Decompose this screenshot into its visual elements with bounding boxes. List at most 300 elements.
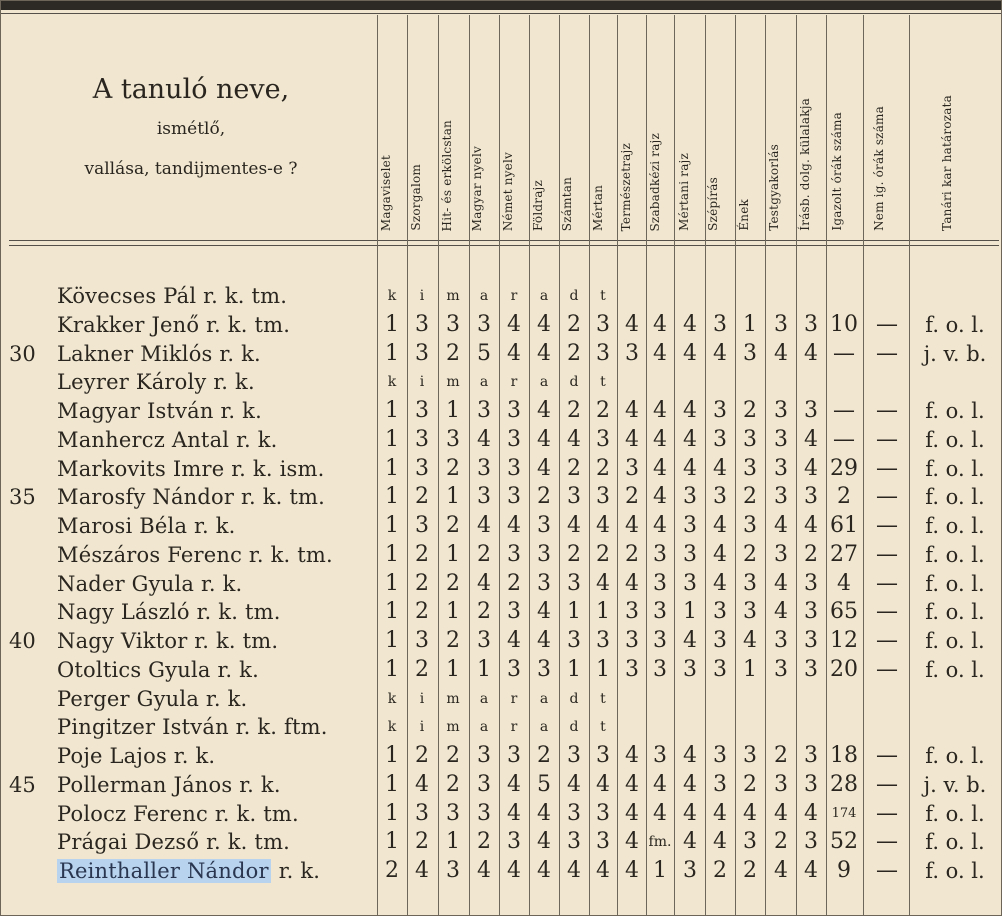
grade-cell: 2 [446, 743, 460, 768]
grade-cell: r [510, 719, 518, 736]
grade-cell: 3 [625, 628, 639, 653]
grade-cell: 4 [596, 513, 610, 538]
grade-cell: 3 [713, 426, 727, 452]
staff-decision: f. o. l. [925, 399, 985, 423]
grade-cell: 4 [713, 829, 727, 855]
grade-cell: 2 [596, 455, 610, 481]
grade-cell: 3 [653, 570, 667, 596]
row-number: 40 [9, 629, 36, 653]
student-name: Pollerman János r. k. [57, 772, 281, 797]
grade-cell: d [569, 374, 579, 391]
grade-cell: 3 [507, 426, 521, 452]
justified-hours: 28 [830, 771, 858, 797]
staff-decision: f. o. l. [925, 571, 985, 596]
grade-cell: 4 [537, 599, 551, 625]
grade-cell: 3 [596, 426, 610, 452]
student-name: Poje Lajos r. k. [57, 744, 216, 768]
grade-cell: 4 [683, 771, 697, 797]
grade-cell: 3 [774, 541, 788, 567]
grade-cell: 4 [507, 340, 521, 366]
grade-cell: 5 [537, 771, 551, 797]
grade-cell: 2 [743, 484, 757, 510]
grade-cell: 3 [713, 628, 727, 653]
grade-cell: 4 [743, 628, 757, 653]
grade-cell: 2 [713, 858, 727, 883]
grade-cell: 3 [743, 829, 757, 855]
grade-cell: 3 [774, 311, 788, 337]
grade-cell: 3 [507, 541, 521, 567]
grade-cell: m [446, 374, 460, 391]
grade-cell: 1 [653, 858, 667, 883]
grade-cell: 3 [477, 800, 491, 826]
grade-cell: 2 [385, 858, 399, 883]
grade-cell: 3 [507, 656, 521, 682]
grade-cell: 4 [567, 426, 581, 452]
grade-cell: 3 [477, 743, 491, 768]
column-header: Hit- és erkölcstan [440, 119, 454, 231]
grade-cell: 3 [537, 570, 551, 596]
grade-cell: 4 [625, 311, 639, 337]
column-rule [863, 15, 864, 916]
grade-cell: 4 [804, 340, 818, 366]
grade-cell: 3 [625, 656, 639, 682]
grade-cell: 3 [596, 829, 610, 855]
grade-cell: 2 [446, 628, 460, 653]
grade-cell: 4 [625, 771, 639, 797]
grade-cell: 2 [743, 771, 757, 797]
column-header: Ének [737, 199, 751, 231]
grade-cell: 2 [567, 340, 581, 366]
grade-cell: 4 [625, 858, 639, 883]
grade-cell: a [539, 374, 549, 391]
grade-cell: 4 [683, 628, 697, 653]
justified-hours: 9 [837, 858, 851, 883]
grade-cell: 4 [537, 426, 551, 452]
student-name: Magyar István r. k. [57, 399, 262, 423]
justified-hours: 20 [830, 656, 858, 682]
grade-cell: r [510, 690, 518, 707]
grade-cell: 3 [683, 656, 697, 682]
grade-cell: 3 [415, 513, 429, 538]
grade-cell: i [419, 288, 425, 304]
grade-cell: 1 [385, 340, 399, 366]
grade-cell: 4 [567, 513, 581, 538]
grade-cell: 1 [743, 311, 757, 337]
student-name [57, 857, 320, 885]
grade-cell: k [387, 374, 397, 391]
justified-hours: 4 [837, 570, 851, 596]
grade-cell: 2 [625, 484, 639, 510]
grade-cell: 2 [743, 398, 757, 423]
grade-cell: 3 [653, 743, 667, 768]
grade-cell: 3 [743, 426, 757, 452]
justified-hours: 61 [830, 513, 858, 538]
unjustified-hours: — [876, 541, 898, 567]
grade-cell: 3 [743, 599, 757, 625]
grade-cell: 4 [653, 800, 667, 826]
grade-cell: 4 [507, 311, 521, 337]
grade-cell: r [510, 374, 518, 391]
heading-line-religion: vallása, tandijmentes-e ? [84, 159, 298, 179]
grade-cell: 3 [743, 570, 757, 596]
grade-cell: 2 [415, 829, 429, 855]
grade-cell: m [446, 690, 460, 707]
row-number: 30 [9, 341, 36, 366]
grade-cell: 2 [415, 599, 429, 625]
column-header: Írásb. dolg. külalakja [798, 98, 812, 231]
grade-cell: a [539, 719, 549, 736]
grade-cell: 3 [507, 829, 521, 855]
column-header: Földrajz [531, 180, 545, 231]
grade-cell: a [539, 690, 549, 707]
grade-cell: 2 [415, 541, 429, 567]
grade-cell: 3 [713, 599, 727, 625]
grade-cell: 1 [385, 570, 399, 596]
header-rule-upper [9, 240, 999, 241]
grade-cell: 3 [446, 426, 460, 452]
grade-cell: 1 [446, 599, 460, 625]
grade-cell: 1 [385, 541, 399, 567]
justified-hours: — [833, 398, 855, 423]
grade-cell: 3 [477, 771, 491, 797]
grade-cell: 4 [713, 513, 727, 538]
grade-cell: 2 [567, 398, 581, 423]
staff-decision: j. v. b. [923, 772, 987, 797]
grade-cell: 4 [804, 800, 818, 826]
unjustified-hours: — [876, 628, 898, 653]
grade-cell: 4 [804, 513, 818, 538]
grade-cell: 3 [567, 829, 581, 855]
staff-decision: f. o. l. [925, 456, 985, 481]
grade-cell: t [600, 288, 606, 304]
grade-cell: 3 [774, 455, 788, 481]
grade-cell: 1 [385, 426, 399, 452]
unjustified-hours: — [876, 455, 898, 481]
grade-cell: 4 [567, 858, 581, 883]
justified-hours: 18 [830, 743, 858, 768]
grade-cell: 3 [804, 743, 818, 768]
unjustified-hours: — [876, 513, 898, 538]
grade-cell: 2 [567, 311, 581, 337]
grade-cell: 3 [804, 570, 818, 596]
student-name: Otoltics Gyula r. k. [57, 657, 259, 682]
grade-cell: 4 [683, 800, 697, 826]
grade-cell: 4 [653, 398, 667, 423]
column-header: Tanári kar határozata [940, 95, 954, 231]
column-header: Szorgalom [409, 164, 423, 231]
grade-cell: 3 [477, 628, 491, 653]
grade-cell: 3 [567, 484, 581, 510]
grade-cell: m [446, 288, 460, 304]
grade-cell: 3 [567, 743, 581, 768]
grade-cell: 4 [683, 426, 697, 452]
grade-cell: 4 [537, 800, 551, 826]
grade-cell: 3 [774, 398, 788, 423]
name-suffix: r. k. [278, 859, 321, 883]
staff-decision: f. o. l. [925, 657, 985, 682]
grade-cell: k [387, 719, 397, 736]
student-name: Krakker Jenő r. k. tm. [57, 312, 291, 337]
grade-cell: 3 [804, 628, 818, 653]
grade-cell: 4 [507, 800, 521, 826]
student-name: Leyrer Károly r. k. [57, 370, 255, 395]
student-name: Markovits Imre r. k. ism. [57, 456, 325, 481]
grade-cell: i [419, 374, 425, 391]
grade-cell: 4 [653, 311, 667, 337]
heading-title: A tanuló neve, [92, 74, 290, 105]
grade-cell: 1 [385, 628, 399, 653]
justified-hours: — [833, 426, 855, 452]
grade-cell: 3 [713, 484, 727, 510]
grade-cell: 2 [446, 455, 460, 481]
grade-cell: k [387, 690, 397, 707]
grade-cell: t [600, 719, 606, 736]
grade-cell: 4 [477, 858, 491, 883]
column-header: Természetrajz [619, 142, 633, 231]
grade-cell: 2 [743, 858, 757, 883]
grade-cell: 3 [683, 513, 697, 538]
grade-cell: 2 [537, 743, 551, 768]
grade-cell: 2 [415, 743, 429, 768]
grade-cell: d [569, 690, 579, 707]
grade-cell: 1 [385, 484, 399, 510]
grade-cell: 3 [713, 398, 727, 423]
grade-cell: 4 [625, 829, 639, 855]
grade-cell: 4 [507, 771, 521, 797]
grade-cell: 1 [385, 656, 399, 682]
student-name: Marosfy Nándor r. k. tm. [57, 485, 325, 510]
grade-cell: 4 [713, 570, 727, 596]
heading-line-repeater: ismétlő, [156, 119, 226, 139]
grade-cell: 3 [537, 541, 551, 567]
column-header: Nem ig. órák száma [872, 106, 886, 231]
grade-cell: 3 [713, 656, 727, 682]
grade-cell: 3 [774, 426, 788, 452]
highlighted-name: Reinthaller Nándor [59, 859, 269, 883]
grade-cell: 3 [415, 398, 429, 423]
grade-cell: 1 [385, 771, 399, 797]
grade-cell: 4 [774, 340, 788, 366]
grade-cell: 2 [596, 398, 610, 423]
grade-cell: 3 [596, 800, 610, 826]
grade-cell: 4 [477, 513, 491, 538]
grade-cell: 3 [683, 858, 697, 883]
grade-cell: 4 [596, 570, 610, 596]
grade-cell: 3 [743, 340, 757, 366]
grade-cell: 3 [567, 800, 581, 826]
grade-cell: k [387, 288, 397, 304]
grade-cell: 4 [537, 628, 551, 653]
grade-cell: 2 [477, 599, 491, 625]
staff-decision: f. o. l. [925, 801, 985, 826]
grade-cell: 3 [415, 426, 429, 452]
grade-cell: 3 [537, 513, 551, 538]
grade-cell: 3 [446, 311, 460, 337]
grade-cell: 1 [385, 513, 399, 538]
grade-cell: 3 [683, 570, 697, 596]
justified-hours: 10 [830, 311, 858, 337]
grade-cell: 3 [415, 340, 429, 366]
student-name: Nader Gyula r. k. [57, 571, 243, 596]
grade-cell: 4 [774, 858, 788, 883]
grade-cell: 4 [683, 398, 697, 423]
grade-cell: 4 [683, 829, 697, 855]
grade-cell: 4 [507, 858, 521, 883]
grade-cell: fm. [648, 834, 672, 851]
justified-hours: 52 [830, 829, 858, 855]
unjustified-hours: — [876, 656, 898, 682]
grade-cell: 1 [385, 599, 399, 625]
grade-cell: 2 [625, 541, 639, 567]
justified-hours: — [833, 340, 855, 366]
grade-cell: 1 [596, 656, 610, 682]
grade-cell: 2 [743, 541, 757, 567]
grade-cell: 4 [625, 513, 639, 538]
grade-cell: 3 [653, 656, 667, 682]
grade-cell: 2 [596, 541, 610, 567]
grade-cell: 3 [804, 771, 818, 797]
grade-cell: 3 [713, 311, 727, 337]
student-name: Prágai Dezső r. k. tm. [57, 830, 291, 855]
grade-cell: 3 [415, 628, 429, 653]
grade-cell: a [539, 288, 549, 304]
grade-cell: 2 [507, 570, 521, 596]
grade-cell: 3 [804, 484, 818, 510]
grade-cell: 4 [653, 484, 667, 510]
grade-cell: 4 [596, 858, 610, 883]
grade-cell: i [419, 690, 425, 707]
grade-cell: 4 [653, 426, 667, 452]
grade-cell: 4 [774, 599, 788, 625]
grade-cell: 4 [596, 771, 610, 797]
student-name: Polocz Ferenc r. k. tm. [57, 801, 299, 826]
grade-cell: 4 [625, 426, 639, 452]
grade-cell: 4 [713, 541, 727, 567]
grade-cell: 3 [774, 484, 788, 510]
grade-cell: 3 [804, 599, 818, 625]
grade-cell: 3 [683, 541, 697, 567]
column-header: Mértan [591, 184, 605, 231]
column-header: Magyar nyelv [470, 145, 484, 231]
unjustified-hours: — [876, 829, 898, 855]
staff-decision: f. o. l. [925, 600, 985, 625]
grade-cell: 2 [446, 771, 460, 797]
grade-cell: 1 [385, 398, 399, 423]
grade-cell: 4 [537, 455, 551, 481]
student-name: Pingitzer István r. k. ftm. [57, 715, 328, 740]
grade-cell: 3 [415, 800, 429, 826]
column-header: Számtan [560, 176, 574, 231]
grade-cell: 4 [507, 628, 521, 653]
grade-cell: 4 [625, 800, 639, 826]
grade-cell: 3 [743, 513, 757, 538]
grade-cell: 2 [415, 484, 429, 510]
grade-cell: m [446, 719, 460, 736]
grade-cell: 2 [415, 656, 429, 682]
grade-cell: 4 [804, 455, 818, 481]
grade-cell: 2 [446, 513, 460, 538]
student-name: Mészáros Ferenc r. k. tm. [57, 542, 333, 567]
grade-cell: 3 [415, 311, 429, 337]
student-name: Nagy Viktor r. k. tm. [57, 629, 279, 653]
grade-cell: 1 [446, 398, 460, 423]
grade-cell: 4 [625, 570, 639, 596]
grade-cell: 3 [596, 743, 610, 768]
unjustified-hours: — [876, 570, 898, 596]
column-header: Magaviselet [379, 154, 393, 231]
grade-cell: 3 [507, 455, 521, 481]
grade-cell: 2 [774, 829, 788, 855]
grade-cell: 4 [774, 570, 788, 596]
grade-cell: 4 [713, 800, 727, 826]
name-column-heading [9, 73, 373, 181]
grade-cell: 3 [713, 743, 727, 768]
justified-hours: 174 [831, 805, 857, 821]
grade-cell: 4 [713, 455, 727, 481]
grade-cell: 3 [804, 829, 818, 855]
column-header: Testgyakorlás [767, 144, 781, 231]
grade-cell: 4 [625, 743, 639, 768]
grade-cell: 4 [653, 455, 667, 481]
unjustified-hours: — [876, 426, 898, 452]
grade-cell: 1 [446, 829, 460, 855]
student-name: Manhercz Antal r. k. [57, 427, 278, 452]
grade-cell: 4 [507, 513, 521, 538]
grade-cell: 4 [537, 311, 551, 337]
grade-cell: 3 [507, 743, 521, 768]
grade-cell: t [600, 374, 606, 391]
grade-cell: i [419, 719, 425, 736]
grade-cell: 2 [804, 541, 818, 567]
grade-cell: 1 [385, 829, 399, 855]
justified-hours: 12 [830, 628, 858, 653]
grade-cell: 1 [596, 599, 610, 625]
grade-cell: 3 [743, 455, 757, 481]
grade-cell: 2 [537, 484, 551, 510]
student-name: Marosi Béla r. k. [57, 514, 236, 538]
grade-cell: 3 [596, 484, 610, 510]
grade-cell: 3 [415, 455, 429, 481]
grade-cell: 3 [446, 800, 460, 826]
grade-cell: 3 [683, 484, 697, 510]
grade-cell: 3 [567, 570, 581, 596]
justified-hours: 29 [830, 455, 858, 481]
student-name: Kövecses Pál r. k. tm. [57, 284, 288, 308]
staff-decision: f. o. l. [925, 629, 985, 653]
grade-cell: 3 [774, 656, 788, 682]
unjustified-hours: — [876, 340, 898, 366]
staff-decision: f. o. l. [925, 427, 985, 452]
unjustified-hours: — [876, 858, 898, 883]
grade-cell: 4 [804, 426, 818, 452]
grade-cell: 4 [683, 455, 697, 481]
column-header: Mértani rajz [677, 153, 691, 231]
grade-cell: 3 [653, 541, 667, 567]
staff-decision: f. o. l. [925, 542, 985, 567]
grade-cell: 4 [537, 829, 551, 855]
unjustified-hours: — [876, 398, 898, 423]
grade-cell: 3 [477, 311, 491, 337]
grade-cell: 3 [653, 599, 667, 625]
grade-cell: 4 [415, 771, 429, 797]
grade-cell: 3 [446, 858, 460, 883]
justified-hours: 2 [837, 484, 851, 510]
grade-cell: 4 [774, 513, 788, 538]
grade-cell: 2 [567, 455, 581, 481]
grade-cell: 4 [804, 858, 818, 883]
grade-cell: 3 [713, 771, 727, 797]
grade-cell: 3 [804, 398, 818, 423]
